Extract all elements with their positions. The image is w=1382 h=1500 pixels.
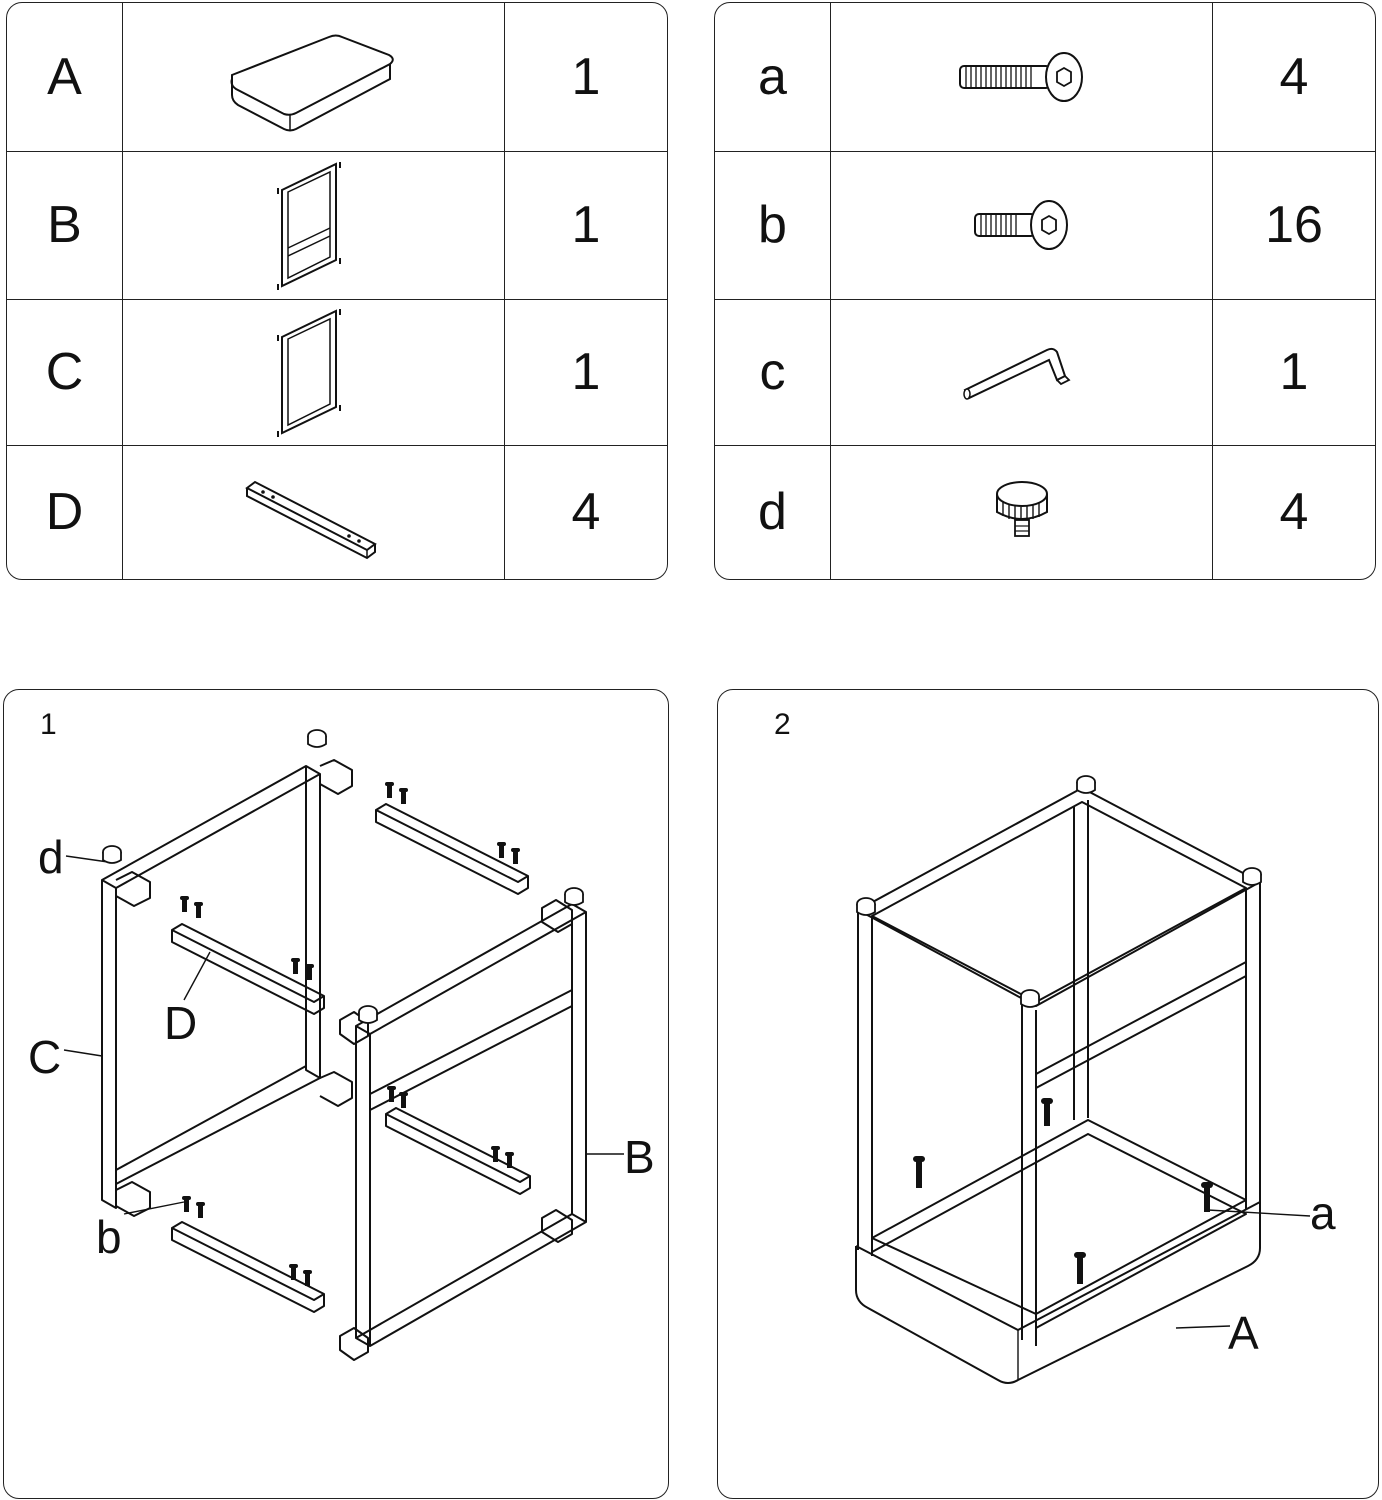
part-qty: 1 xyxy=(505,151,668,299)
parts-table-right xyxy=(714,2,1376,580)
label-B: B xyxy=(624,1131,655,1183)
label-b: b xyxy=(96,1211,122,1263)
long-bolt-icon xyxy=(831,3,1213,151)
part-qty: 1 xyxy=(505,299,668,445)
label-a: a xyxy=(1310,1187,1336,1239)
step-number: 2 xyxy=(774,708,791,741)
step-1-panel xyxy=(3,689,669,1499)
part-qty: 4 xyxy=(1213,445,1376,579)
part-qty: 4 xyxy=(505,445,668,579)
part-code: D xyxy=(7,445,123,579)
leveling-foot-icon xyxy=(831,445,1213,579)
part-code: B xyxy=(7,151,123,299)
frame-b-icon xyxy=(123,151,505,299)
step-2-panel xyxy=(717,689,1379,1499)
step-1-exploded-diagram xyxy=(4,690,670,1500)
label-d: d xyxy=(38,831,64,883)
short-bolt-icon xyxy=(831,151,1213,299)
part-qty: 4 xyxy=(1213,3,1376,151)
part-code: b xyxy=(715,151,831,299)
allen-key-icon xyxy=(831,299,1213,445)
part-code: d xyxy=(715,445,831,579)
crossbar-icon xyxy=(123,445,505,579)
part-code: C xyxy=(7,299,123,445)
step-2-assembled-diagram xyxy=(718,690,1380,1500)
parts-table-left xyxy=(6,2,668,580)
label-A: A xyxy=(1228,1307,1259,1359)
part-code: c xyxy=(715,299,831,445)
part-qty: 1 xyxy=(505,3,668,151)
cushion-pad-icon xyxy=(123,3,505,151)
step-number: 1 xyxy=(40,708,57,741)
label-C: C xyxy=(28,1031,62,1083)
part-qty: 1 xyxy=(1213,299,1376,445)
part-qty: 16 xyxy=(1213,151,1376,299)
part-code: a xyxy=(715,3,831,151)
frame-c-icon xyxy=(123,299,505,445)
label-D: D xyxy=(164,997,198,1049)
part-code: A xyxy=(7,3,123,151)
